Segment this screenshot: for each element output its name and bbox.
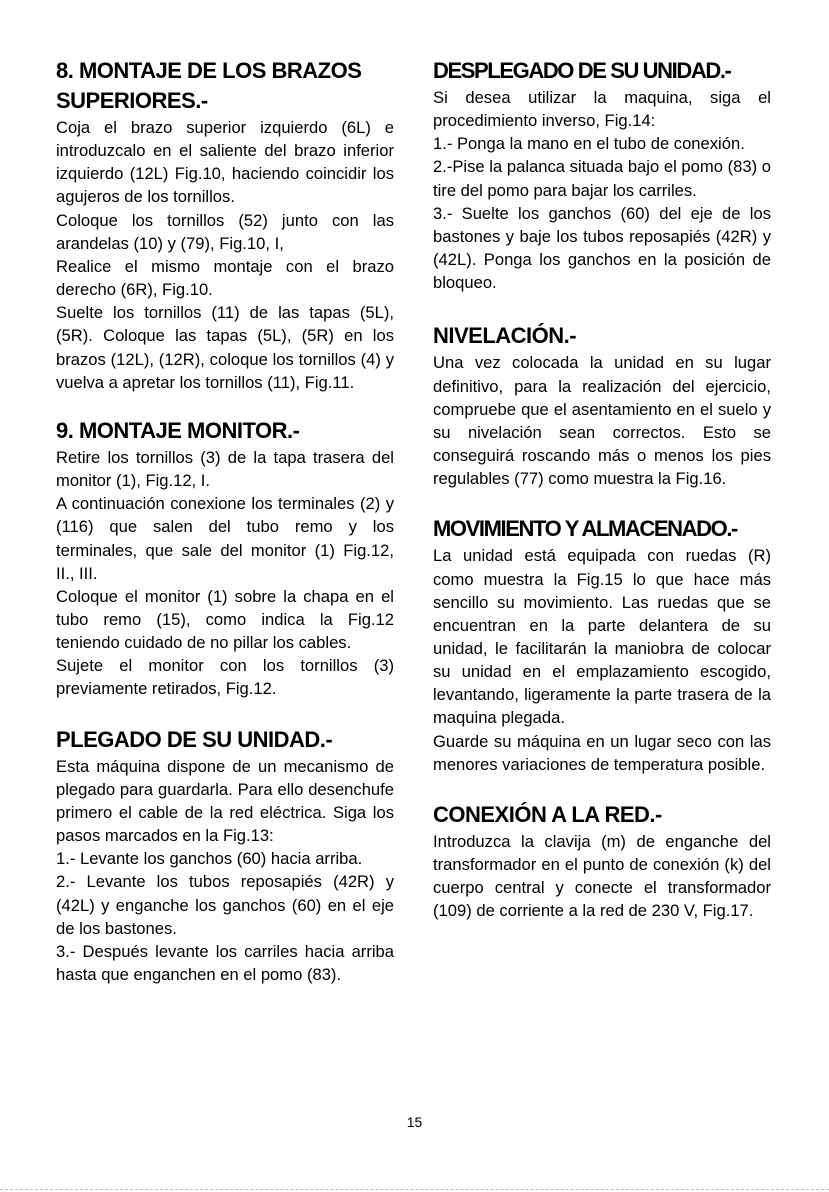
paragraph: A continuación conexione los terminales (2) y (116) que salen del tubo remo y los terminales, que sale del monitor (1) Fig.12, II., III.: [56, 494, 394, 583]
paragraph: 3.- Suelte los ganchos (60) del eje de los bastones y baje los tubos reposapiés (42R) y (42L). Ponga los ganchos en la posición de bloqueo.: [433, 203, 771, 293]
left-column: [56, 56, 394, 986]
paragraph: Coloque el monitor (1) sobre la chapa en el tubo remo (15), como indica la Fig.12 teniendo cuidado de no pillar los cables.: [56, 586, 394, 653]
section-montaje-monitor: [56, 416, 394, 701]
section-nivelacion: [433, 321, 771, 490]
paragraph: Retire los tornillos (3) de la tapa trasera del monitor (1), Fig.12, I.: [56, 447, 394, 491]
paragraph: Coja el brazo superior izquierdo (6L) e introduzcalo en el saliente del brazo inferior izquierdo (12L) Fig.10, haciendo coincidir los agujeros de los tornillos.: [56, 118, 394, 207]
section-heading: PLEGADO DE SU UNIDAD.-: [56, 726, 333, 752]
section-heading: 9. MONTAJE MONITOR.-: [56, 417, 300, 443]
paragraph: 1.- Ponga la mano en el tubo de conexión.: [433, 134, 745, 154]
paragraph: Sujete el monitor con los tornillos (3) previamente retirados, Fig.12.: [56, 656, 394, 699]
paragraph: Introduzca la clavija (m) de enganche del transformador en el punto de conexión (k) del cuerpo central y conecte el transformador (109) de corriente a la red de 230 V, Fig.17.: [433, 831, 771, 921]
paragraph: Una vez colocada la unidad en su lugar definitivo, para la realización del ejercicio, compruebe que el asentamiento en el suelo y su nivelación sean correctos. Esto se conseguirá roscando más o menos los pies regulables (77) como muestra la Fig.16.: [433, 353, 771, 489]
paragraph: 1.- Levante los ganchos (60) hacia arriba.: [56, 849, 363, 869]
section-desplegado: [433, 56, 771, 294]
paragraph: Coloque los tornillos (52) junto con las arandelas (10) y (79), Fig.10, I,: [56, 210, 394, 253]
section-montaje-brazos: [56, 56, 394, 394]
section-conexion-red: [433, 800, 771, 923]
section-heading: DESPLEGADO DE SU UNIDAD.-: [433, 58, 731, 83]
right-column: [433, 56, 771, 923]
bottom-divider: [0, 1189, 829, 1191]
page-number: 15: [406, 1114, 423, 1130]
paragraph: Realice el mismo montaje con el brazo derecho (6R), Fig.10.: [56, 256, 394, 300]
paragraph: Guarde su máquina en un lugar seco con las menores variaciones de temperatura posible.: [433, 731, 771, 774]
paragraph: La unidad está equipada con ruedas (R) como muestra la Fig.15 lo que hace más sencillo su movimiento. Las ruedas que se encuentran en la parte delantera de su unidad, le facilitarán la maniobra de colocar su unidad en el emplazamiento escogido, levantando, ligeramente la parte trasera de la maquina plegada.: [433, 546, 771, 728]
section-heading: CONEXIÓN A LA RED.-: [433, 801, 662, 827]
section-movimiento: [433, 514, 771, 776]
paragraph: Suelte los tornillos (11) de las tapas (5L), (5R). Coloque las tapas (5L), (5R) en los brazos (12L), (12R), coloque los tornillos (4) y vuelva a apretar los tornillos (11), Fig.11.: [56, 303, 394, 392]
paragraph: Esta máquina dispone de un mecanismo de plegado para guardarla. Para ello desenchufe primero el cable de la red eléctrica. Siga los pasos marcados en la Fig.13:: [56, 756, 394, 846]
section-heading: 8. MONTAJE DE LOS BRAZOS SUPERIORES.-: [56, 58, 362, 113]
paragraph: 2.- Levante los tubos reposapiés (42R) y (42L) y enganche los ganchos (60) en el eje de los bastones.: [56, 872, 394, 938]
section-heading: NIVELACIÓN.-: [433, 323, 577, 349]
paragraph: 3.- Después levante los carriles hacia arriba hasta que enganchen en el pomo (83).: [56, 941, 394, 984]
section-plegado: [56, 725, 394, 987]
paragraph: Si desea utilizar la maquina, siga el procedimiento inverso, Fig.14:: [433, 88, 771, 131]
paragraph: 2.-Pise la palanca situada bajo el pomo (83) o tire del pomo para bajar los carriles.: [433, 157, 771, 200]
section-heading: MOVIMIENTO Y ALMACENADO.-: [433, 516, 737, 542]
